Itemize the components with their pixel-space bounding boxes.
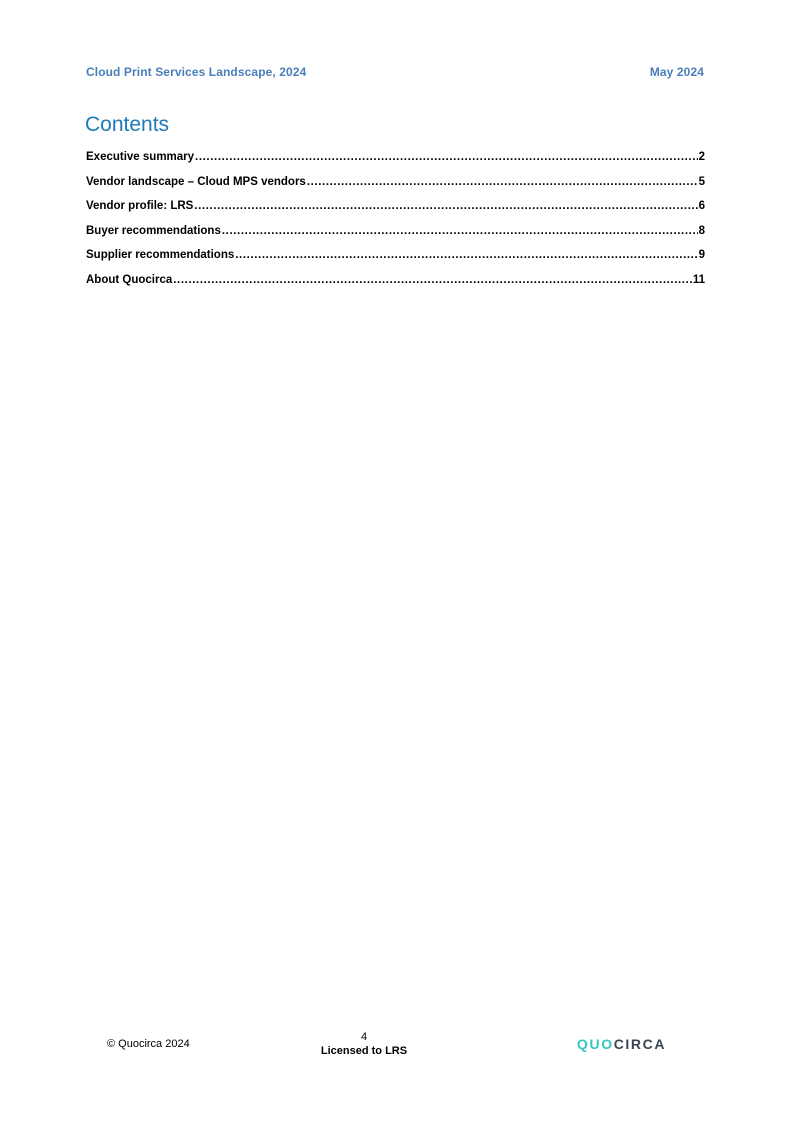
toc-entry-title: Vendor landscape – Cloud MPS vendors <box>86 175 306 188</box>
toc-entry-vendor-landscape[interactable] <box>86 176 705 201</box>
toc-entry-title: Executive summary <box>86 151 195 163</box>
toc-entry-page: 6 <box>698 200 705 212</box>
toc-entry-supplier-recommendations[interactable] <box>86 249 705 274</box>
toc-dot-leader <box>195 151 698 163</box>
toc-entry-page: 11 <box>692 273 705 286</box>
logo-part-quo: QUO <box>577 1036 614 1052</box>
toc-entry-title: Buyer recommendations <box>86 224 221 237</box>
toc-entry-vendor-profile[interactable] <box>86 200 705 225</box>
toc-dot-leader <box>194 200 697 212</box>
contents-heading: Contents <box>85 113 170 136</box>
footer-copyright: © Quocirca 2024 <box>107 1038 190 1050</box>
toc-dot-leader <box>235 249 697 261</box>
toc-entry-page: 2 <box>698 151 705 163</box>
license-notice: Licensed to LRS <box>320 1045 408 1057</box>
toc-entry-buyer-recommendations[interactable] <box>86 225 705 250</box>
toc-dot-leader <box>222 225 698 237</box>
toc-entry-executive-summary[interactable] <box>86 151 705 176</box>
toc-entry-title: Supplier recommendations <box>86 249 235 261</box>
page-number: 4 <box>360 1031 368 1043</box>
toc-entry-page: 9 <box>698 249 705 261</box>
toc-dot-leader <box>307 176 698 188</box>
footer-center <box>300 1030 428 1058</box>
quocirca-logo <box>577 1036 666 1052</box>
logo-part-circa: CIRCA <box>613 1036 667 1052</box>
running-header-title: Cloud Print Services Landscape, 2024 <box>86 65 307 79</box>
running-header-date: May 2024 <box>649 65 704 79</box>
toc-entry-title: About Quocirca <box>86 273 173 286</box>
toc-entry-title: Vendor profile: LRS <box>86 200 194 212</box>
table-of-contents <box>86 151 705 298</box>
toc-entry-about-quocirca[interactable] <box>86 274 705 299</box>
toc-dot-leader <box>173 274 692 286</box>
toc-entry-page: 5 <box>698 175 705 188</box>
toc-entry-page: 8 <box>698 224 705 237</box>
